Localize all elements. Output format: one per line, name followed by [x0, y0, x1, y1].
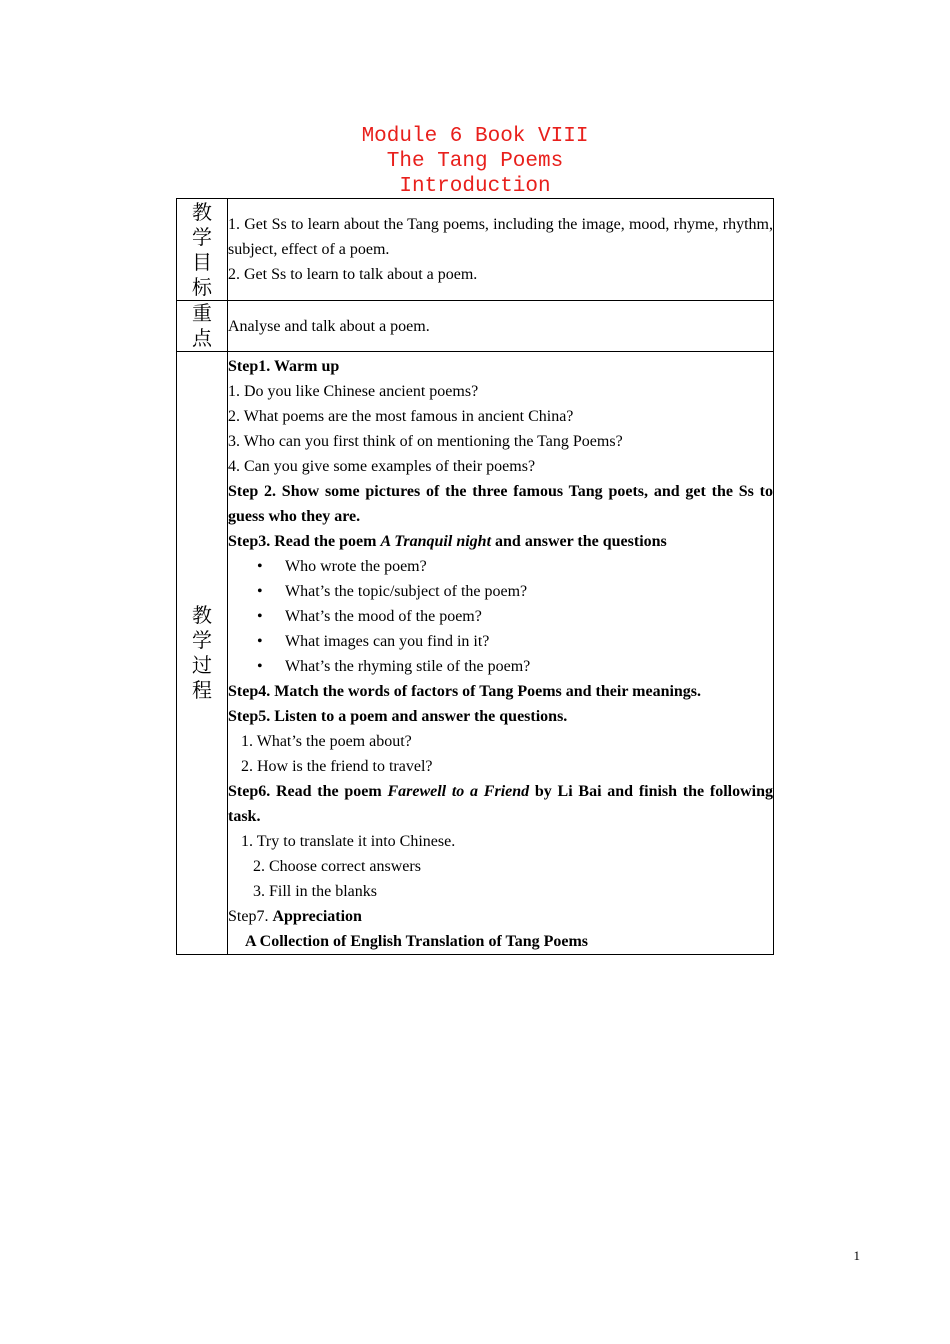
step6-heading: Step6. Read the poem Farewell to a Friend by Li Bai and finish the following task. [228, 783, 774, 825]
objective-item: 1. Get Ss to learn about the Tang poems, including the image, mood, rhyme, rhythm, subject, effect of a poem. [228, 216, 773, 258]
step7-heading: Step7. Appreciation [228, 908, 362, 925]
document-section-title: Introduction [399, 175, 551, 198]
step3-bullet: • What’s the topic/subject of the poem? [257, 579, 773, 604]
keypoints-content: Analyse and talk about a poem. [228, 301, 774, 352]
objectives-row [177, 199, 774, 301]
step1-question: 2. What poems are the most famous in ancient China? [228, 408, 574, 425]
step2-heading: Step 2. Show some pictures of the three famous Tang poets, and get the Ss to guess who they are. [228, 483, 773, 525]
step6-task: 1. Try to translate it into Chinese. [241, 833, 456, 850]
objectives-content [228, 199, 774, 301]
step7-collection: A Collection of English Translation of Tang Poems [245, 933, 589, 950]
keypoints-row [177, 301, 774, 352]
step6-poem-title: Farewell to a Friend [387, 783, 530, 800]
step3-heading: Step3. Read the poem A Tranquil night and answer the questions [228, 533, 667, 550]
document-title: Module 6 Book VIII [361, 125, 589, 148]
step3-poem-title: A Tranquil night [380, 533, 492, 550]
process-label: 教 学 过 程 [177, 352, 228, 955]
step3-bullet: • What’s the rhyming stile of the poem? [257, 654, 773, 679]
lesson-plan-table [176, 198, 774, 955]
step1-question: 1. Do you like Chinese ancient poems? [228, 383, 479, 400]
step3-bullet: • Who wrote the poem? [257, 554, 773, 579]
keypoints-label: 重 点 [177, 301, 228, 352]
process-content [228, 352, 774, 955]
step5-question: 1. What’s the poem about? [241, 733, 412, 750]
step6-task: 2. Choose correct answers [253, 858, 421, 875]
step3-bullet: • What’s the mood of the poem? [257, 604, 773, 629]
step4-heading: Step4. Match the words of factors of Tang Poems and their meanings. [228, 683, 702, 700]
objective-item: 2. Get Ss to learn to talk about a poem. [228, 266, 478, 283]
step1-question: 4. Can you give some examples of their poems? [228, 458, 536, 475]
step5-question: 2. How is the friend to travel? [241, 758, 433, 775]
step1-question: 3. Who can you first think of on mentioning the Tang Poems? [228, 433, 623, 450]
process-row [177, 352, 774, 955]
step5-heading: Step5. Listen to a poem and answer the questions. [228, 708, 568, 725]
objectives-label: 教 学 目 标 [177, 199, 228, 301]
document-subtitle: The Tang Poems [386, 150, 564, 173]
step3-bullet: • What images can you find in it? [257, 629, 773, 654]
step6-task: 3. Fill in the blanks [253, 883, 377, 900]
step1-heading: Step1. Warm up [228, 358, 340, 375]
page-number: 1 [853, 1248, 860, 1263]
